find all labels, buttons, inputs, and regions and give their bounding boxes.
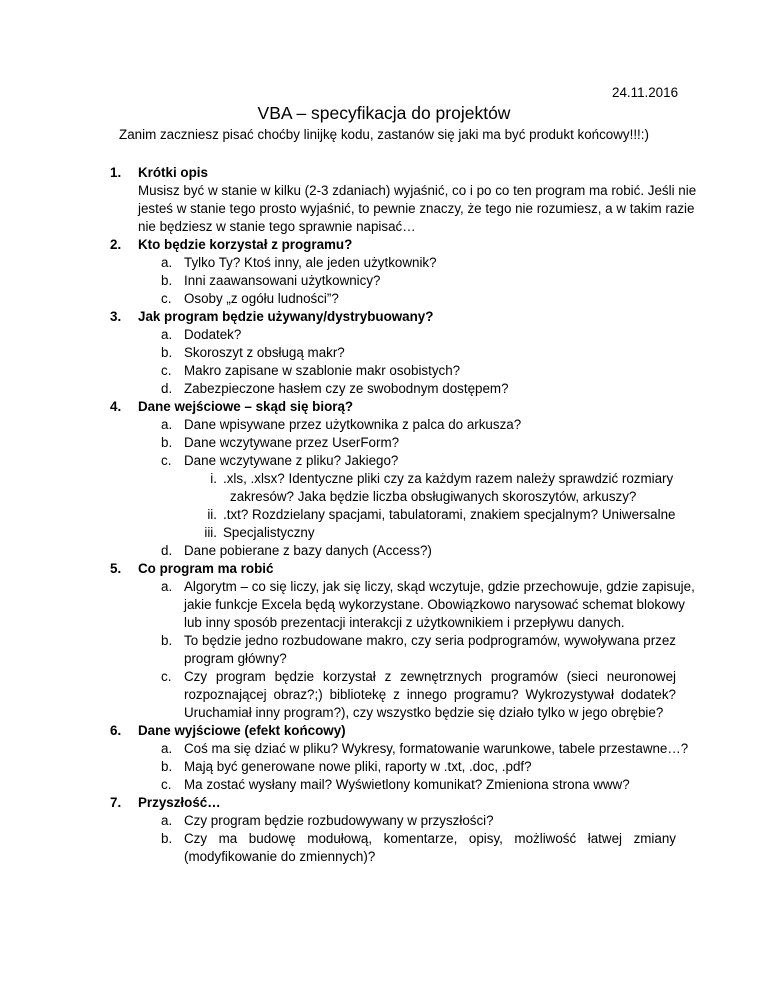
- list-marker: d.: [161, 543, 173, 558]
- list-text: Czy program będzie rozbudowywany w przyszłości?: [184, 813, 494, 828]
- list-continuation: jakie funkcje Excela będą wykorzystane. Obowiązkowo narysować schemat blokowy: [184, 597, 685, 612]
- list-item: [161, 632, 676, 649]
- list-marker: d.: [161, 381, 173, 396]
- section-heading: [110, 722, 346, 739]
- paragraph-line: Musisz być w stanie w kilku (2-3 zdaniach) wyjaśnić, co i po co ten program ma robić. Jeśli nie: [138, 183, 697, 198]
- list-marker: c.: [161, 291, 172, 306]
- sublist-continuation: zakresów? Jaka będzie liczba obsługiwanych skoroszytów, arkuszy?: [230, 489, 637, 504]
- list-marker: c.: [161, 453, 172, 468]
- list-marker: c.: [161, 777, 172, 792]
- section-title: Jak program będzie używany/dystrybuowany?: [138, 309, 434, 324]
- list-marker: a.: [161, 255, 173, 270]
- section-heading: [110, 236, 352, 253]
- list-continuation: Uruchamiał inny program?), czy wszystko będzie się działo tylko w jego obrębie?: [184, 705, 664, 720]
- list-continuation: program główny?: [184, 651, 287, 666]
- list-text: Makro zapisane w szablonie makr osobistych?: [184, 363, 461, 378]
- list-marker: b.: [161, 345, 173, 360]
- section-number: 4.: [110, 399, 122, 414]
- sublist-marker: iii.: [204, 525, 217, 540]
- list-continuation: (modyfikowanie do zmiennych)?: [184, 849, 376, 864]
- paragraph-line: jesteś w stanie tego prosto wyjaśnić, to pewnie znaczy, że tego nie rozumiesz, a w takim razie: [138, 201, 695, 216]
- list-text: Dane wczytywane przez UserForm?: [184, 435, 400, 450]
- list-text: Ma zostać wysłany mail? Wyświetlony komunikat? Zmieniona strona www?: [184, 777, 630, 792]
- list-text: Czy ma budowę modułową, komentarze, opisy, możliwość łatwej zmiany: [184, 831, 676, 846]
- document-title: VBA – specyfikacja do projektów: [257, 103, 511, 123]
- section-title: Dane wejściowe – skąd się biorą?: [138, 399, 354, 414]
- list-marker: a.: [161, 417, 173, 432]
- list-text: Zabezpieczone hasłem czy ze swobodnym dostępem?: [184, 381, 509, 396]
- list-text: Algorytm – co się liczy, jak się liczy, skąd wczytuje, gdzie przechowuje, gdzie zapisuje,: [184, 579, 695, 594]
- section-number: 1.: [110, 165, 122, 180]
- list-text: Tylko Ty? Ktoś inny, ale jeden użytkownik?: [184, 255, 437, 270]
- list-item: [161, 668, 676, 685]
- list-continuation: lub inny sposób prezentacji interakcji z użytkownikiem i przepływu danych.: [184, 615, 625, 630]
- sublist-text: Specjalistyczny: [223, 525, 315, 540]
- list-text: Mają być generowane nowe pliki, raporty w .txt, .doc, .pdf?: [184, 759, 532, 774]
- section-number: 7.: [110, 795, 122, 810]
- document-date: 24.11.2016: [612, 85, 679, 100]
- list-marker: b.: [161, 633, 173, 648]
- list-text: Inni zaawansowani użytkownicy?: [184, 273, 381, 288]
- list-marker: c.: [161, 363, 172, 378]
- list-item: [161, 416, 521, 433]
- list-text: Dane wpisywane przez użytkownika z palca do arkusza?: [184, 417, 522, 432]
- section-title: Krótki opis: [138, 165, 208, 180]
- list-continuation: rozpoznającej obraz?;) bibliotekę z innego programu? Wykrozystywał dodatek?: [184, 687, 676, 702]
- list-text: Dane wczytywane z pliku? Jakiego?: [184, 453, 399, 468]
- section-heading: [110, 560, 273, 577]
- section-number: 5.: [110, 561, 122, 576]
- list-marker: b.: [161, 759, 173, 774]
- list-marker: b.: [161, 435, 173, 450]
- sublist-item: [180, 506, 676, 523]
- section-heading: [110, 308, 433, 325]
- list-marker: a.: [161, 327, 173, 342]
- sublist-item: [180, 470, 674, 487]
- list-item: [161, 776, 630, 793]
- list-text: Skoroszyt z obsługą makr?: [184, 345, 345, 360]
- list-marker: a.: [161, 579, 173, 594]
- list-text: Dane pobierane z bazy danych (Access?): [184, 543, 432, 558]
- section-heading: [110, 164, 208, 181]
- list-text: Coś ma się dziać w pliku? Wykresy, formatowanie warunkowe, tabele przestawne…?: [184, 741, 689, 756]
- sublist-item: [180, 524, 315, 541]
- section-title: Co program ma robić: [138, 561, 274, 576]
- list-item: [161, 380, 509, 397]
- section-title: Kto będzie korzystał z programu?: [138, 237, 353, 252]
- list-item: [161, 290, 339, 307]
- list-text: To będzie jedno rozbudowane makro, czy seria podprogramów, wywoływana przez: [184, 633, 676, 648]
- list-marker: b.: [161, 273, 173, 288]
- list-item: [161, 344, 345, 361]
- list-marker: c.: [161, 669, 172, 684]
- sublist-text: .xls, .xlsx? Identyczne pliki czy za każdym razem należy sprawdzić rozmiary: [223, 471, 674, 486]
- list-item: [161, 812, 494, 829]
- list-text: Czy program będzie korzystał z zewnętrznych programów (sieci neuronowej: [184, 669, 676, 684]
- sublist-text: .txt? Rozdzielany spacjami, tabulatorami, znakiem specjalnym? Uniwersalne: [223, 507, 676, 522]
- section-title: Dane wyjściowe (efekt końcowy): [138, 723, 346, 738]
- list-item: [161, 272, 381, 289]
- list-marker: a.: [161, 741, 173, 756]
- document-subtitle: Zanim zaczniesz pisać choćby linijkę kodu, zastanów się jaki ma być produkt końcowy!!!:): [119, 127, 649, 142]
- list-item: [161, 830, 676, 847]
- list-item: [161, 254, 437, 271]
- list-item: [161, 758, 532, 775]
- list-item: [161, 578, 695, 595]
- section-number: 6.: [110, 723, 122, 738]
- list-text: Osoby „z ogółu ludności”?: [184, 291, 339, 306]
- sublist-marker: i.: [210, 471, 217, 486]
- list-item: [161, 740, 688, 757]
- sublist-marker: ii.: [207, 507, 217, 522]
- section-number: 2.: [110, 237, 122, 252]
- list-marker: b.: [161, 831, 173, 846]
- section-title: Przyszłość…: [138, 795, 221, 810]
- paragraph-line: nie będziesz w stanie tego sprawnie napisać…: [138, 219, 416, 234]
- list-text: Dodatek?: [184, 327, 242, 342]
- list-item: [161, 434, 399, 451]
- list-item: [161, 362, 460, 379]
- list-item: [161, 326, 241, 343]
- section-heading: [110, 794, 221, 811]
- section-number: 3.: [110, 309, 122, 324]
- section-heading: [110, 398, 353, 415]
- list-marker: a.: [161, 813, 173, 828]
- list-item: [161, 452, 398, 469]
- list-item: [161, 542, 432, 559]
